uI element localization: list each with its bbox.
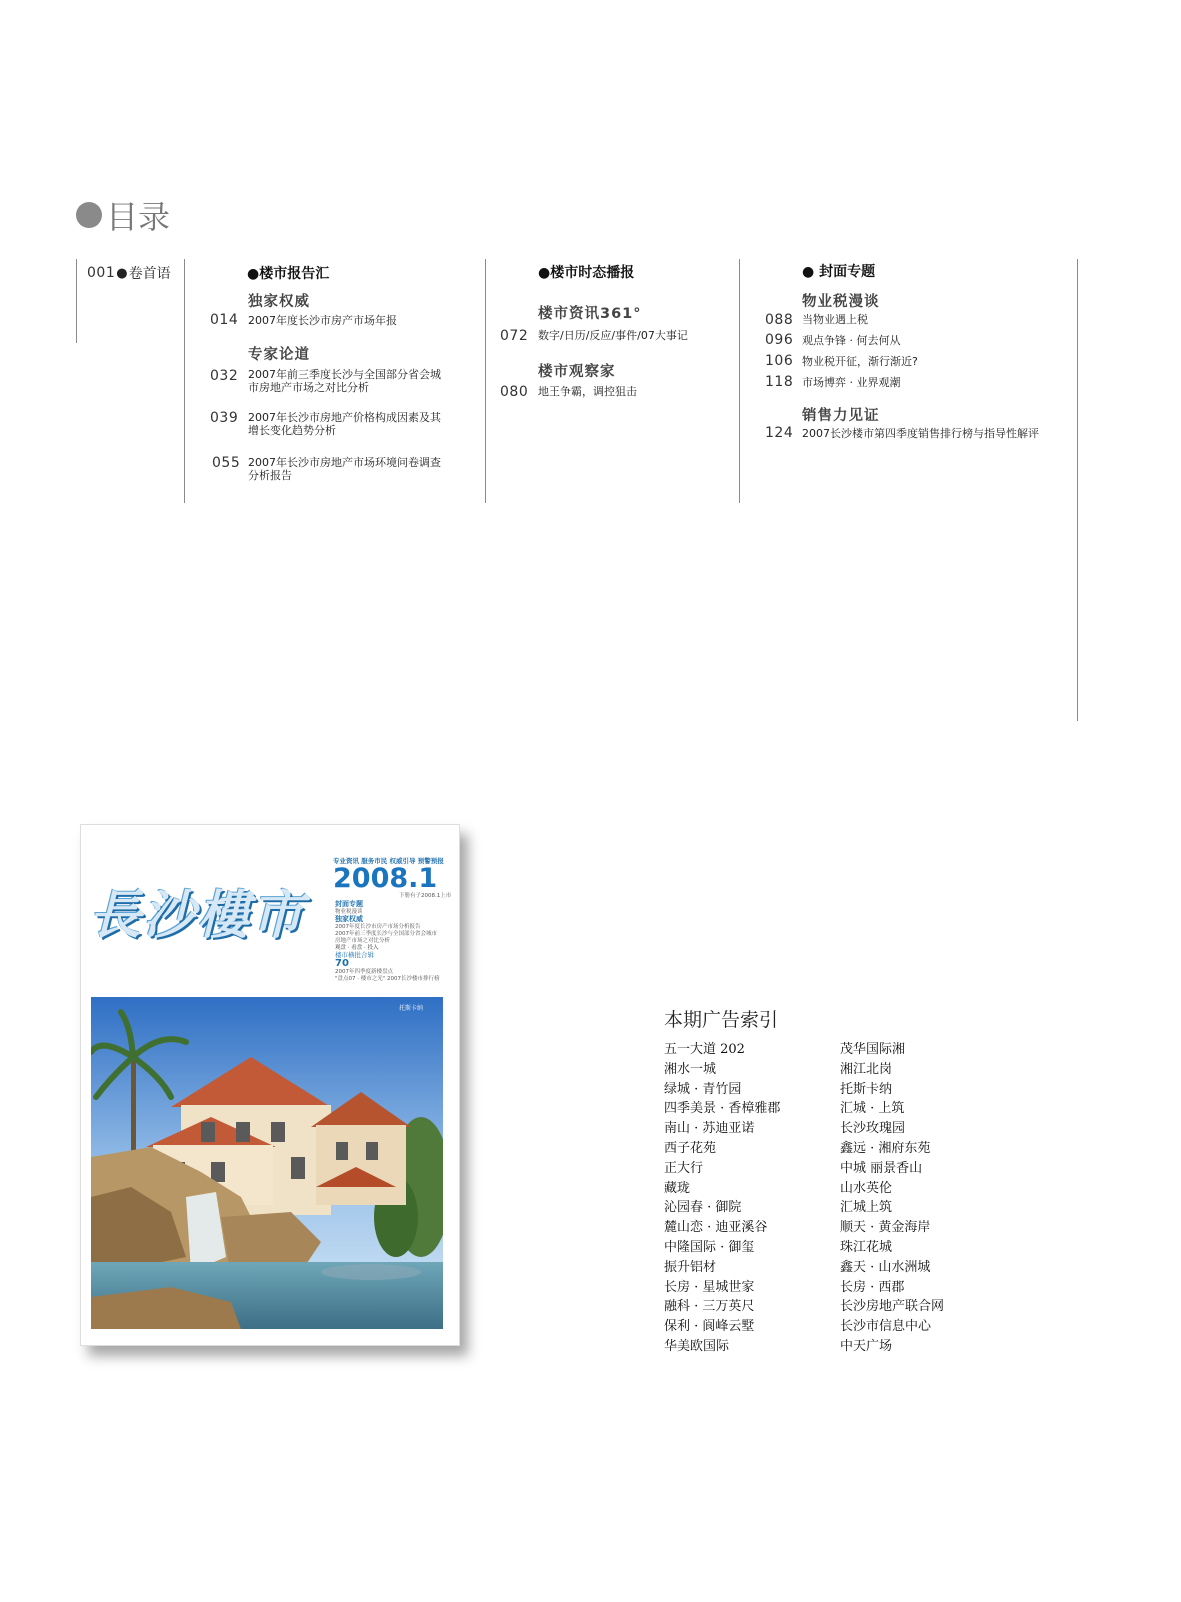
bullet-icon: ● [802,264,815,280]
section-title-text: 楼市时态播报 [550,265,635,281]
ad-item[interactable]: 四季美景 · 香樟雅郡 [664,1101,781,1117]
ad-item[interactable]: 鑫远 · 湘府东苑 [840,1140,931,1156]
subsection-heading: 楼市资讯361° [538,306,642,322]
subsection-heading: 销售力见证 [802,408,880,424]
toc-entry[interactable]: 2007长沙楼市第四季度销售排行榜与指导性解评 [802,427,1039,440]
cover-line: 2007年四季度新楼盘点 [335,969,393,975]
section-title-text: 楼市报告汇 [259,266,330,282]
ad-item[interactable]: 西子花苑 [664,1140,717,1156]
toc-entry-line: 增长变化趋势分析 [248,424,336,437]
cover-line: 2007年度长沙市房产市场分析报告 [335,924,421,930]
ad-item[interactable]: 中隆国际 · 御玺 [664,1239,755,1255]
page-number: 032 [210,368,239,384]
ad-item[interactable]: 中天广场 [840,1338,893,1354]
cover-exclusive-label: 独家权威 [335,915,363,923]
ad-item[interactable]: 汇城 · 上筑 [840,1101,905,1117]
toc-entry-line: 2007年长沙市房地产市场环境问卷调查 [248,456,441,469]
ad-item[interactable]: 正大行 [664,1160,704,1176]
ad-item[interactable]: 藏珑 [664,1180,691,1196]
ad-item[interactable]: 湘江北岗 [840,1061,893,1077]
ad-item[interactable]: 长沙玫瑰园 [840,1121,906,1137]
bullet-icon: ● [247,266,260,282]
toc-entry[interactable] [248,456,441,482]
divider [76,259,77,343]
divider [1077,259,1078,721]
ad-item[interactable]: 绿城 · 青竹园 [664,1081,742,1097]
section-title-cover-topic [802,261,875,281]
ad-item[interactable]: 五一大道 202 [664,1042,745,1057]
ad-item[interactable]: 鑫天 · 山水洲城 [840,1259,931,1275]
ad-item[interactable]: 茂华国际湘 [840,1042,906,1057]
page-number: 080 [500,384,529,400]
page-number: 014 [210,312,239,328]
cover-brand: 托斯卡纳 [399,1005,424,1012]
ad-item[interactable]: 中城 丽景香山 [840,1160,923,1176]
ad-item[interactable]: 融科 · 三万英尺 [664,1299,755,1315]
ad-item[interactable]: 振升铝材 [664,1259,717,1275]
divider [739,259,740,503]
magazine-logo: 長沙樓市 [89,885,306,946]
page-number: 039 [210,410,239,426]
section-title-news [538,262,634,282]
ad-item[interactable]: 长房 · 星城世家 [664,1279,755,1295]
toc-entry[interactable]: 市场博弈 · 业界观潮 [802,376,901,389]
cover-line: 房地产市场之对比分析 [335,938,391,944]
subsection-heading: 独家权威 [248,294,310,310]
bullet-icon: ● [538,265,551,281]
intro-entry[interactable] [87,263,171,283]
ad-item[interactable]: 珠江花城 [840,1239,893,1255]
cover-line: 观盘 · 看盘 · 投入 [335,945,379,951]
cover-topic-block [335,901,440,983]
ad-item[interactable]: 华美欧国际 [664,1338,730,1354]
cover-line: 2007年前三季度长沙与全国部分省会城市 [335,931,437,937]
magazine-cover [80,824,460,1346]
toc-entry[interactable] [248,368,441,394]
toc-entry[interactable]: 物业税开征，渐行渐近? [802,355,918,368]
toc-entry[interactable]: 数字/日历/反应/事件/07大事记 [538,329,688,342]
cover-line: "盘点07 · 楼市之光" 2007长沙楼市排行榜 [335,976,440,982]
page-number: 106 [765,353,794,369]
page-title [76,192,170,238]
subsection-heading: 楼市观察家 [538,364,616,380]
ad-item[interactable]: 沁园春 · 御院 [664,1200,742,1216]
page-number: 055 [212,455,241,471]
toc-entry[interactable]: 地王争霸，调控狙击 [538,385,637,398]
page-title-text: 目录 [106,198,171,236]
ad-item[interactable]: 汇城上筑 [840,1200,893,1216]
page-number: 096 [765,332,794,348]
toc-entry-line: 市房地产市场之对比分析 [248,381,369,394]
toc-entry-line: 2007年前三季度长沙与全国部分省会城 [248,368,441,381]
cover-feature-label: 楼市横批合辑 [335,951,374,959]
toc-entry-line: 分析报告 [248,469,292,482]
cover-topic-text: 物业税漫谈 [335,909,363,915]
divider [184,259,185,503]
ad-item[interactable]: 长沙市信息中心 [840,1319,932,1335]
page-number: 001 [87,265,116,281]
toc-entry[interactable]: 观点争锋 · 何去何从 [802,334,901,347]
cover-topic-label: 封面专题 [335,900,363,908]
cover-tagline: 专业资讯 服务市民 权威引导 预警预报 [333,857,444,865]
divider [485,259,486,503]
page-number: 124 [765,425,794,441]
toc-entry[interactable] [248,411,441,437]
ad-item[interactable]: 长房 · 西郡 [840,1279,905,1295]
ad-item[interactable]: 南山 · 苏迪亚诺 [664,1121,755,1137]
ad-index-right-column [840,1040,944,1357]
cover-issue-number: 2008.1 [333,863,438,894]
page-number: 088 [765,312,794,328]
bullet-icon [76,202,102,228]
ad-item[interactable]: 保利 · 阆峰云墅 [664,1319,755,1335]
cover-price-note: 下册有子2008.1上市 [399,893,452,899]
ad-item[interactable]: 顺天 · 黄金海岸 [840,1220,931,1236]
subsection-heading: 专家论道 [248,347,310,363]
bullet-icon: ● [116,265,128,281]
page-number: 118 [765,374,794,390]
cover-feature-number: 70 [335,958,349,969]
ad-item[interactable]: 长沙房地产联合网 [840,1299,945,1315]
toc-entry[interactable]: 2007年度长沙市房产市场年报 [248,314,397,327]
ad-item[interactable]: 麓山恋 · 迪亚溪谷 [664,1220,768,1236]
ad-item[interactable]: 托斯卡纳 [840,1081,893,1097]
ad-index-title: 本期广告索引 [664,1009,779,1031]
toc-entry[interactable]: 当物业遇上税 [802,313,868,326]
page-number: 072 [500,328,529,344]
section-title-text: 封面专题 [819,264,876,280]
ad-item[interactable]: 山水英伦 [840,1180,893,1196]
subsection-heading: 物业税漫谈 [802,294,880,310]
ad-item[interactable]: 湘水一城 [664,1061,717,1077]
intro-label: 卷首语 [128,266,171,282]
toc-entry-line: 2007年长沙市房地产价格构成因素及其 [248,411,441,424]
cover-villa-photo [91,997,443,1329]
ad-index-left-column [664,1040,780,1357]
section-title-reports [247,263,329,283]
